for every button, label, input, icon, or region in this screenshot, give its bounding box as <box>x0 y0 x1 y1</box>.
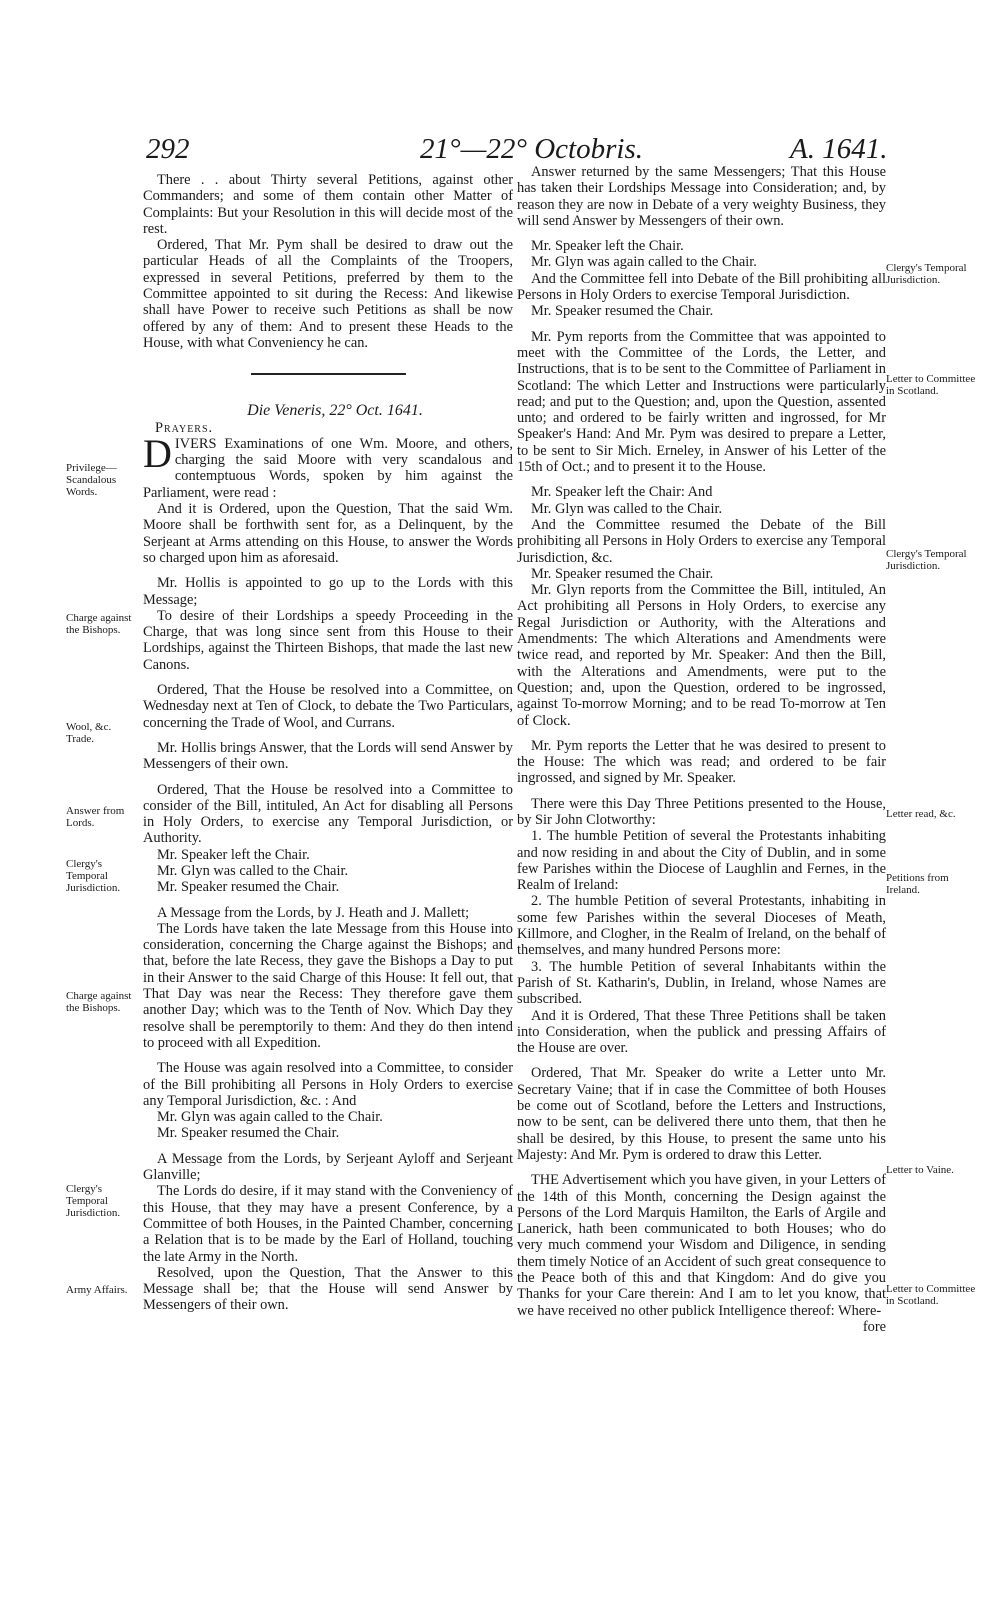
margin-note: Letter to Committee in Scotland. <box>886 1283 976 1307</box>
margin-note: Army Affairs. <box>66 1284 128 1296</box>
paragraph: Ordered, That Mr. Pym shall be desired to draw out the particular Heads of all the Complaints of the Troopers, expressed in several Petitions, preferred by them to the Committee appointed to sit during the Recess: And likewise shall have Power to receive such Petitions as shall be now offered by any of them: And to present these Heads to the House, with what Conveniency he can. <box>143 237 513 351</box>
paragraph: To desire of their Lordships a speedy Proceeding in the Charge, that was long since sent from this House to their Lordships, against the Thirteen Bishops, that made the last new Canons. <box>143 607 513 673</box>
margin-note: Charge against the Bishops. <box>66 612 132 636</box>
paragraph: DIVERS Examinations of one Wm. Moore, and others, charging the said Moore with very scandalous and contemptuous Words, spoken by him against the Parliament, were read : <box>143 430 513 501</box>
paragraph: Mr. Speaker left the Chair. <box>157 846 310 863</box>
margin-note: Wool, &c. Trade. <box>66 721 112 745</box>
paragraph: Mr. Hollis is appointed to go up to the Lords with this Message; <box>143 575 513 608</box>
left-column <box>143 172 513 1314</box>
paragraph: Answer returned by the same Messengers; That this House has taken their Lordships Message into Consideration; and, by reason they are now in Debate of a very weighty Business, they will send Answer by Messengers of their own. <box>517 164 886 229</box>
paragraph: Ordered, That the House be resolved into a Committee, on Wednesday next at Ten of Clock, to debate the Two Particulars, concerning the Trade of Wool, and Currans. <box>143 682 513 731</box>
paragraph: The House was again resolved into a Committee, to consider of the Bill prohibiting all Persons in Holy Orders to exercise any Temporal Jurisdiction, &c. : And <box>143 1060 513 1109</box>
paragraph: There . . about Thirty several Petitions, against other Commanders; and some of them contain other Matter of Complaints: But your Resolution in this will decide most of the rest. <box>143 172 513 237</box>
paragraph: And the Committee resumed the Debate of the Bill prohibiting all Persons in Holy Orders to exercise any Temporal Jurisdiction, &c. <box>517 516 886 566</box>
paragraph: 1. The humble Petition of several the Protestants inhabiting and now residing in and about the City of Dublin, and in some few Parishes within the Diocese of Laughlin and Fernes, in the Realm of Ireland: <box>517 828 886 894</box>
margin-note: Letter to Committee in Scotland. <box>886 373 976 397</box>
section-rule <box>251 373 406 375</box>
margin-note: Letter read, &c. <box>886 808 956 820</box>
paragraph: Mr. Speaker resumed the Chair. <box>531 565 714 582</box>
paragraph: Mr. Speaker resumed the Chair. <box>157 1125 340 1142</box>
paragraph: Mr. Speaker left the Chair. <box>531 238 684 255</box>
paragraph: Mr. Glyn was again called to the Chair. <box>531 254 757 271</box>
right-column <box>517 164 886 1335</box>
paragraph: The Lords have taken the late Message from this House into consideration, concerning the Charge against the Bishops; and that, before the late Recess, they gave the Bishops a Day to put in their Answer to the said Charge of this House: It fell out, that That Day was near the Recess: They therefore gave them another Day; which was to the Tenth of Nov. Which Day they resolve shall be peremptorily to them: And they do then intend to proceed with all Expedition. <box>143 920 513 1051</box>
margin-note: Privilege—Scandalous Words. <box>66 462 117 498</box>
paragraph: There were this Day Three Petitions presented to the House, by Sir John Clotworthy: <box>517 795 886 828</box>
paragraph: And the Committee fell into Debate of the Bill prohibiting all Persons in Holy Orders to exercise Temporal Jurisdiction. <box>517 270 886 304</box>
drop-cap: D <box>143 430 172 476</box>
header-date: 21°—22° Octobris. <box>420 133 643 165</box>
paragraph: Resolved, upon the Question, That the Answer to this Message shall be; that the House will send Answer by Messengers of their own. <box>143 1264 513 1314</box>
paragraph: Mr. Speaker resumed the Chair. <box>531 303 714 320</box>
catchword: fore <box>862 1318 886 1335</box>
day-heading: Die Veneris, 22° Oct. 1641. <box>247 402 423 420</box>
margin-note: Clergy's Temporal Jurisdiction. <box>886 262 967 286</box>
margin-note: Clergy's Temporal Jurisdiction. <box>886 548 967 572</box>
paragraph: Mr. Speaker left the Chair: And <box>531 484 713 501</box>
paragraph: Mr. Glyn reports from the Committee the Bill, intituled, An Act prohibiting all Persons in Holy Orders, to exercise any Regal Jurisdiction or Authority, with the Alterations and Amendments: The which Alterations and Amendments were twice read, and reported by Mr. Speaker: And then the Bill, with the Alterations and Amendments, were put to the Question; and, upon the Question, ordered to be ingrossed, against To-morrow Morning; and to be read To-morrow at Ten of Clock. <box>517 582 886 729</box>
paragraph: Mr. Pym reports the Letter that he was desired to present to the House: The which was read; and ordered to be fair ingrossed, and signed by Mr. Speaker. <box>517 737 886 787</box>
margin-note: Answer from Lords. <box>66 805 125 829</box>
paragraph: Mr. Speaker resumed the Chair. <box>157 879 340 896</box>
margin-note: Letter to Vaine. <box>886 1164 954 1176</box>
header-year: A. 1641. <box>790 133 888 165</box>
margin-note: Petitions from Ireland. <box>886 872 949 896</box>
paragraph: THE Advertisement which you have given, in your Letters of the 14th of this Month, concerning the Design against the Persons of the Lord Marquis Hamilton, the Earls of Argile and Lanerick, hath been communicated to both Houses; who do very much commend your Wisdom and Diligence, in sending them timely Notice of an Accident of such great consequence to the Peace both of this and that Kingdom: And do give you Thanks for your Care therein: And I am to let you know, that we have received no other publick Intelligence thereof: Where- <box>517 1172 886 1319</box>
paragraph: A Message from the Lords, by Serjeant Ayloff and Serjeant Glanville; <box>143 1150 513 1184</box>
paragraph: Ordered, That the House be resolved into a Committee to consider of the Bill, intituled, An Act for disabling all Persons in Holy Orders, to exercise any Temporal Jurisdiction, or Authority. <box>143 781 513 847</box>
paragraph: Mr. Glyn was called to the Chair. <box>531 500 723 517</box>
paragraph: 2. The humble Petition of several Protestants, inhabiting in some few Parishes within the several Dioceses of Meath, Killmore, and Clogher, in the Realm of Ireland, on the behalf of themselves, and many hundred Persons more: <box>517 893 886 959</box>
paragraph: A Message from the Lords, by J. Heath and J. Mallett; <box>157 904 470 921</box>
paragraph: And it is Ordered, That these Three Petitions shall be taken into Consideration, when the publick and pressing Affairs of the House are over. <box>517 1007 886 1057</box>
margin-note: Charge against the Bishops. <box>66 990 132 1014</box>
paragraph: Ordered, That Mr. Speaker do write a Letter unto Mr. Secretary Vaine; that if in case the Committee of both Houses be come out of Scotland, before the Letters and Instructions, now to be sent, can be delivered there unto them, that then he shall be desired, by this House, to present the same unto his Majesty: And Mr. Pym is ordered to draw this Letter. <box>517 1065 886 1163</box>
paragraph: Mr. Glyn was called to the Chair. <box>157 862 349 879</box>
paragraph: 3. The humble Petition of several Inhabitants within the Parish of St. Katharin's, Dublin, in Ireland, whose Names are subscribed. <box>517 958 886 1008</box>
paragraph: Mr. Glyn was again called to the Chair. <box>157 1109 383 1126</box>
paragraph: And it is Ordered, upon the Question, That the said Wm. Moore shall be forthwith sent for, as a Delinquent, by the Serjeant at Arms attending on this House, to answer the Words so charged upon him as aforesaid. <box>143 501 513 566</box>
prayers-label: Prayers. <box>155 419 214 436</box>
margin-note: Clergy's Temporal Jurisdiction. <box>66 858 121 894</box>
paragraph: The Lords do desire, if it may stand with the Conveniency of this House, that they may have a present Conference, by a Committee of both Houses, in the Painted Chamber, concerning a Relation that is to be made by the Earl of Holland, touching the late Army in the North. <box>143 1183 513 1265</box>
paragraph: Mr. Pym reports from the Committee that was appointed to meet with the Committee of the Lords, the Letter, and Instructions, that is to be sent to the Committee of Parliament in Scotland: The which Letter and Instructions were particularly read; and put to the Question; and, upon the Question, assented unto; and ordered to be fairly written and ingrossed, for Mr Speaker's Hand: And Mr. Pym was desired to prepare a Letter, to be sent to Sir Mich. Erneley, in Answer of his Letter of the 15th of Oct.; and to present it to the House. <box>517 328 886 476</box>
paragraph: Mr. Hollis brings Answer, that the Lords will send Answer by Messengers of their own. <box>143 739 513 773</box>
margin-note: Clergy's Temporal Jurisdiction. <box>66 1183 121 1219</box>
page-number: 292 <box>146 133 190 165</box>
